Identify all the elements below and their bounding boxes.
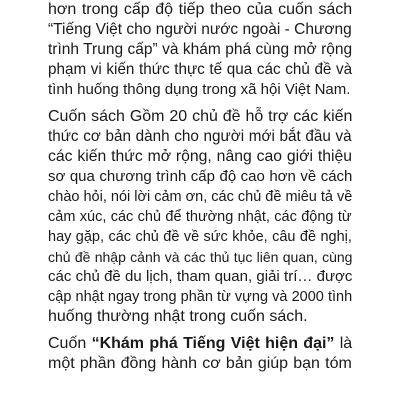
paragraph-3-suffix: là (334, 335, 353, 352)
paragraph-2-line-6: cảm xúc, các chủ để thường nhật, các động từ (48, 209, 352, 225)
paragraph-3-line-2: một phần đồng hành cơ bản giúp bạn tóm (48, 355, 352, 372)
paragraph-1-line-4: phạm vi kiến thức thực tế qua các chủ đề và (48, 61, 353, 78)
paragraph-2-line-2: thức cơ bản dành cho người mới bắt đầu và (48, 128, 352, 145)
paragraph-1-line-5: tình huống thông dụng trong xã hội Việt Nam. (48, 81, 351, 98)
paragraph-2-line-7: hay gặp, các chủ đề về sức khỏe, câu đề nghị, (48, 229, 352, 245)
paragraph-2-line-3: các kiến thức mở rộng, nâng cao giới thiệu (48, 148, 352, 165)
paragraph-1-line-1: hơn trong cấp độ tiếp theo của cuốn sách (48, 1, 353, 18)
paragraph-2-line-11: huống thường nhật trong cuốn sách. (48, 308, 308, 325)
paragraph-2-line-5: chào hỏi, nói lời cảm ơn, các chủ đề miêu tả về (48, 189, 353, 205)
paragraph-2-line-4: sơ qua chương trình cấp độ cao hơn về cách (48, 168, 353, 185)
book-title-emphasis: “Khám phá Tiếng Việt hiện đại” (91, 335, 335, 352)
paragraph-3-line-1 (48, 334, 352, 354)
paragraph-2-line-8: chủ đề nhập cảnh và các thủ tục liên quan, cùng (48, 249, 353, 265)
paragraph-2-line-1: Cuốn sách Gồm 20 chủ đề hỗ trợ các kiến (48, 108, 353, 125)
paragraph-1-line-2: “Tiếng Việt cho người nước ngoài - Chương (48, 21, 352, 38)
paragraph-3-prefix: Cuốn (48, 335, 92, 352)
paragraph-1-line-3: trình Trung cấp” và khám phá cùng mở rộng (48, 41, 353, 58)
paragraph-2-line-9: các chủ đề du lịch, tham quan, giải trí… được (48, 268, 353, 285)
paragraph-2-line-10: cập nhật ngay trong phần từ vựng và 2000 tình (48, 289, 353, 305)
